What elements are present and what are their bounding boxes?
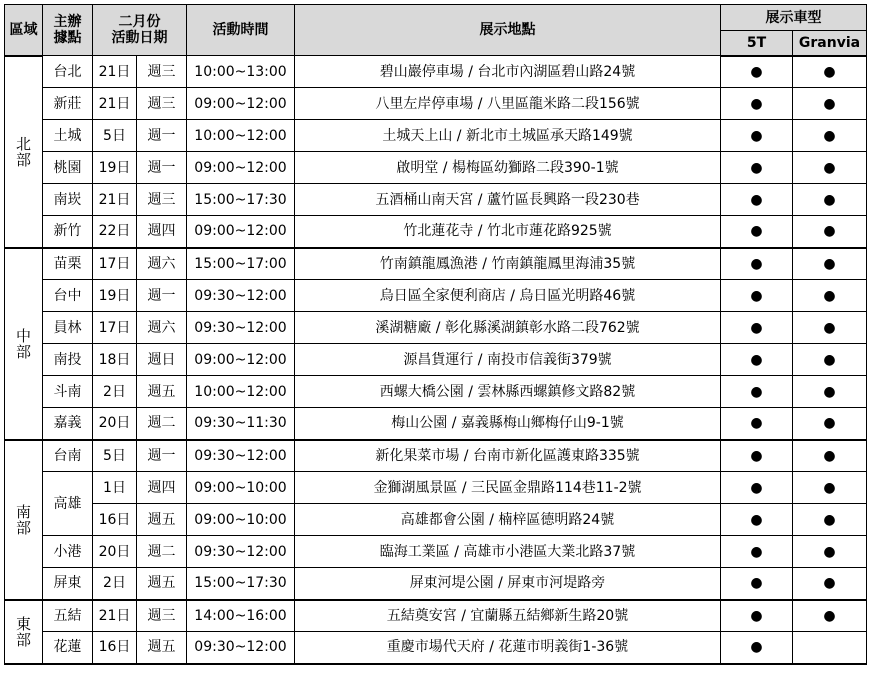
region-char: 部 [15,150,31,169]
model-5t-dot: ● [721,216,793,248]
time-cell: 15:00~17:30 [187,184,295,216]
region-char: 部 [15,518,31,537]
header-host: 主辦 據點 [43,5,93,56]
model-granvia-dot: ● [793,120,867,152]
day-cell: 21日 [93,600,137,632]
weekday-cell: 週一 [137,280,187,312]
location-cell: 源昌貨運行 / 南投市信義街379號 [295,344,721,376]
model-5t-dot: ● [721,184,793,216]
host-cell: 苗栗 [43,248,93,280]
location-cell: 碧山巖停車場 / 台北市內湖區碧山路24號 [295,56,721,88]
location-cell: 重慶市場代天府 / 花蓮市明義街1-36號 [295,632,721,664]
time-cell: 09:30~12:00 [187,312,295,344]
weekday-cell: 週一 [137,440,187,472]
header-model-granvia: Granvia [793,31,867,56]
model-granvia-dot: ● [793,344,867,376]
time-cell: 09:00~12:00 [187,88,295,120]
host-cell: 土城 [43,120,93,152]
model-granvia-dot: ● [793,280,867,312]
table-row [5,376,867,408]
model-5t-dot: ● [721,376,793,408]
location-cell: 土城天上山 / 新北市土城區承天路149號 [295,120,721,152]
model-granvia-dot: ● [793,312,867,344]
location-cell: 新化果菜市場 / 台南市新化區護東路335號 [295,440,721,472]
host-cell: 台中 [43,280,93,312]
host-cell: 小港 [43,536,93,568]
model-granvia-dot: ● [793,376,867,408]
day-cell: 5日 [93,120,137,152]
header-models: 展示車型 [721,5,867,31]
model-5t-dot: ● [721,312,793,344]
time-cell: 10:00~12:00 [187,120,295,152]
time-cell: 10:00~12:00 [187,376,295,408]
table-row [5,88,867,120]
table-row [5,600,867,632]
weekday-cell: 週五 [137,568,187,600]
location-cell: 西螺大橋公園 / 雲林縣西螺鎮修文路82號 [295,376,721,408]
day-cell: 17日 [93,312,137,344]
day-cell: 21日 [93,56,137,88]
region-char: 部 [15,342,31,361]
model-granvia-dot [793,632,867,664]
location-cell: 五結奠安宮 / 宜蘭縣五結鄉新生路20號 [295,600,721,632]
weekday-cell: 週三 [137,88,187,120]
table-row [5,440,867,472]
model-granvia-dot: ● [793,472,867,504]
region-cell [5,440,43,600]
model-granvia-dot: ● [793,536,867,568]
header-model-5t: 5T [721,31,793,56]
time-cell: 10:00~13:00 [187,56,295,88]
weekday-cell: 週日 [137,344,187,376]
day-cell: 2日 [93,568,137,600]
table-row [5,152,867,184]
model-5t-dot: ● [721,440,793,472]
model-granvia-dot: ● [793,408,867,440]
model-granvia-dot: ● [793,56,867,88]
host-cell: 員林 [43,312,93,344]
region-cell [5,248,43,440]
host-cell: 南崁 [43,184,93,216]
location-cell: 竹南鎮龍鳳漁港 / 竹南鎮龍鳳里海浦35號 [295,248,721,280]
region-char: 東 [15,614,31,633]
weekday-cell: 週六 [137,312,187,344]
table-row [5,568,867,600]
weekday-cell: 週三 [137,184,187,216]
weekday-cell: 週一 [137,152,187,184]
header-date: 二月份 活動日期 [93,5,187,56]
time-cell: 09:00~12:00 [187,344,295,376]
model-granvia-dot: ● [793,440,867,472]
host-cell: 台北 [43,56,93,88]
time-cell: 09:30~11:30 [187,408,295,440]
day-cell: 18日 [93,344,137,376]
day-cell: 17日 [93,248,137,280]
table-body [5,56,867,664]
region-cell [5,56,43,248]
host-cell: 斗南 [43,376,93,408]
time-cell: 09:00~10:00 [187,504,295,536]
host-cell: 嘉義 [43,408,93,440]
model-5t-dot: ● [721,56,793,88]
region-char: 南 [15,502,31,521]
time-cell: 09:00~12:00 [187,216,295,248]
day-cell: 22日 [93,216,137,248]
table-header [5,5,867,56]
host-cell: 南投 [43,344,93,376]
table-row [5,312,867,344]
location-cell: 金獅湖風景區 / 三民區金鼎路114巷11-2號 [295,472,721,504]
weekday-cell: 週一 [137,120,187,152]
model-5t-dot: ● [721,120,793,152]
weekday-cell: 週六 [137,248,187,280]
time-cell: 09:30~12:00 [187,440,295,472]
model-5t-dot: ● [721,568,793,600]
model-granvia-dot: ● [793,216,867,248]
location-cell: 梅山公園 / 嘉義縣梅山鄉梅仔山9-1號 [295,408,721,440]
location-cell: 竹北蓮花寺 / 竹北市蓮花路925號 [295,216,721,248]
host-cell: 新莊 [43,88,93,120]
weekday-cell: 週三 [137,600,187,632]
model-granvia-dot: ● [793,152,867,184]
model-5t-dot: ● [721,632,793,664]
table-row [5,632,867,664]
model-5t-dot: ● [721,600,793,632]
weekday-cell: 週二 [137,408,187,440]
weekday-cell: 週五 [137,632,187,664]
model-5t-dot: ● [721,408,793,440]
weekday-cell: 週三 [137,56,187,88]
model-granvia-dot: ● [793,184,867,216]
time-cell: 15:00~17:00 [187,248,295,280]
header-location: 展示地點 [295,5,721,56]
host-cell: 台南 [43,440,93,472]
table-row [5,184,867,216]
host-cell: 新竹 [43,216,93,248]
host-cell: 屏東 [43,568,93,600]
day-cell: 20日 [93,536,137,568]
weekday-cell: 週五 [137,376,187,408]
weekday-cell: 週四 [137,472,187,504]
host-cell: 五結 [43,600,93,632]
region-cell [5,600,43,664]
day-cell: 19日 [93,152,137,184]
table-row [5,120,867,152]
model-granvia-dot: ● [793,248,867,280]
day-cell: 16日 [93,504,137,536]
model-5t-dot: ● [721,504,793,536]
location-cell: 溪湖糖廠 / 彰化縣溪湖鎮彰水路二段762號 [295,312,721,344]
table-row [5,56,867,88]
header-time: 活動時間 [187,5,295,56]
host-cell: 高雄 [43,472,93,536]
host-cell: 桃園 [43,152,93,184]
weekday-cell: 週五 [137,504,187,536]
weekday-cell: 週二 [137,536,187,568]
table-row [5,280,867,312]
host-cell: 花蓮 [43,632,93,664]
time-cell: 09:30~12:00 [187,536,295,568]
model-granvia-dot: ● [793,568,867,600]
time-cell: 09:30~12:00 [187,280,295,312]
model-5t-dot: ● [721,248,793,280]
location-cell: 五酒桶山南天宮 / 蘆竹區長興路一段230巷 [295,184,721,216]
table-row [5,216,867,248]
time-cell: 14:00~16:00 [187,600,295,632]
table-row [5,536,867,568]
model-5t-dot: ● [721,88,793,120]
weekday-cell: 週四 [137,216,187,248]
day-cell: 20日 [93,408,137,440]
location-cell: 屏東河堤公園 / 屏東市河堤路旁 [295,568,721,600]
region-char: 部 [15,630,31,649]
model-5t-dot: ● [721,344,793,376]
day-cell: 5日 [93,440,137,472]
location-cell: 八里左岸停車場 / 八里區龍米路二段156號 [295,88,721,120]
day-cell: 19日 [93,280,137,312]
model-5t-dot: ● [721,280,793,312]
time-cell: 09:00~10:00 [187,472,295,504]
table-row [5,344,867,376]
model-granvia-dot: ● [793,88,867,120]
time-cell: 15:00~17:30 [187,568,295,600]
region-char: 北 [15,134,31,153]
time-cell: 09:00~12:00 [187,152,295,184]
location-cell: 臨海工業區 / 高雄市小港區大業北路37號 [295,536,721,568]
model-5t-dot: ● [721,152,793,184]
time-cell: 09:30~12:00 [187,632,295,664]
table-row [5,248,867,280]
model-granvia-dot: ● [793,504,867,536]
header-region: 區域 [5,5,43,56]
table-row [5,504,867,536]
model-5t-dot: ● [721,536,793,568]
day-cell: 21日 [93,184,137,216]
location-cell: 烏日區全家便利商店 / 烏日區光明路46號 [295,280,721,312]
table-row [5,472,867,504]
day-cell: 21日 [93,88,137,120]
day-cell: 2日 [93,376,137,408]
location-cell: 啟明堂 / 楊梅區幼獅路二段390-1號 [295,152,721,184]
day-cell: 1日 [93,472,137,504]
table-row [5,408,867,440]
model-granvia-dot: ● [793,600,867,632]
schedule-table [4,4,867,665]
region-char: 中 [15,326,31,345]
day-cell: 16日 [93,632,137,664]
model-5t-dot: ● [721,472,793,504]
location-cell: 高雄都會公園 / 楠梓區德明路24號 [295,504,721,536]
